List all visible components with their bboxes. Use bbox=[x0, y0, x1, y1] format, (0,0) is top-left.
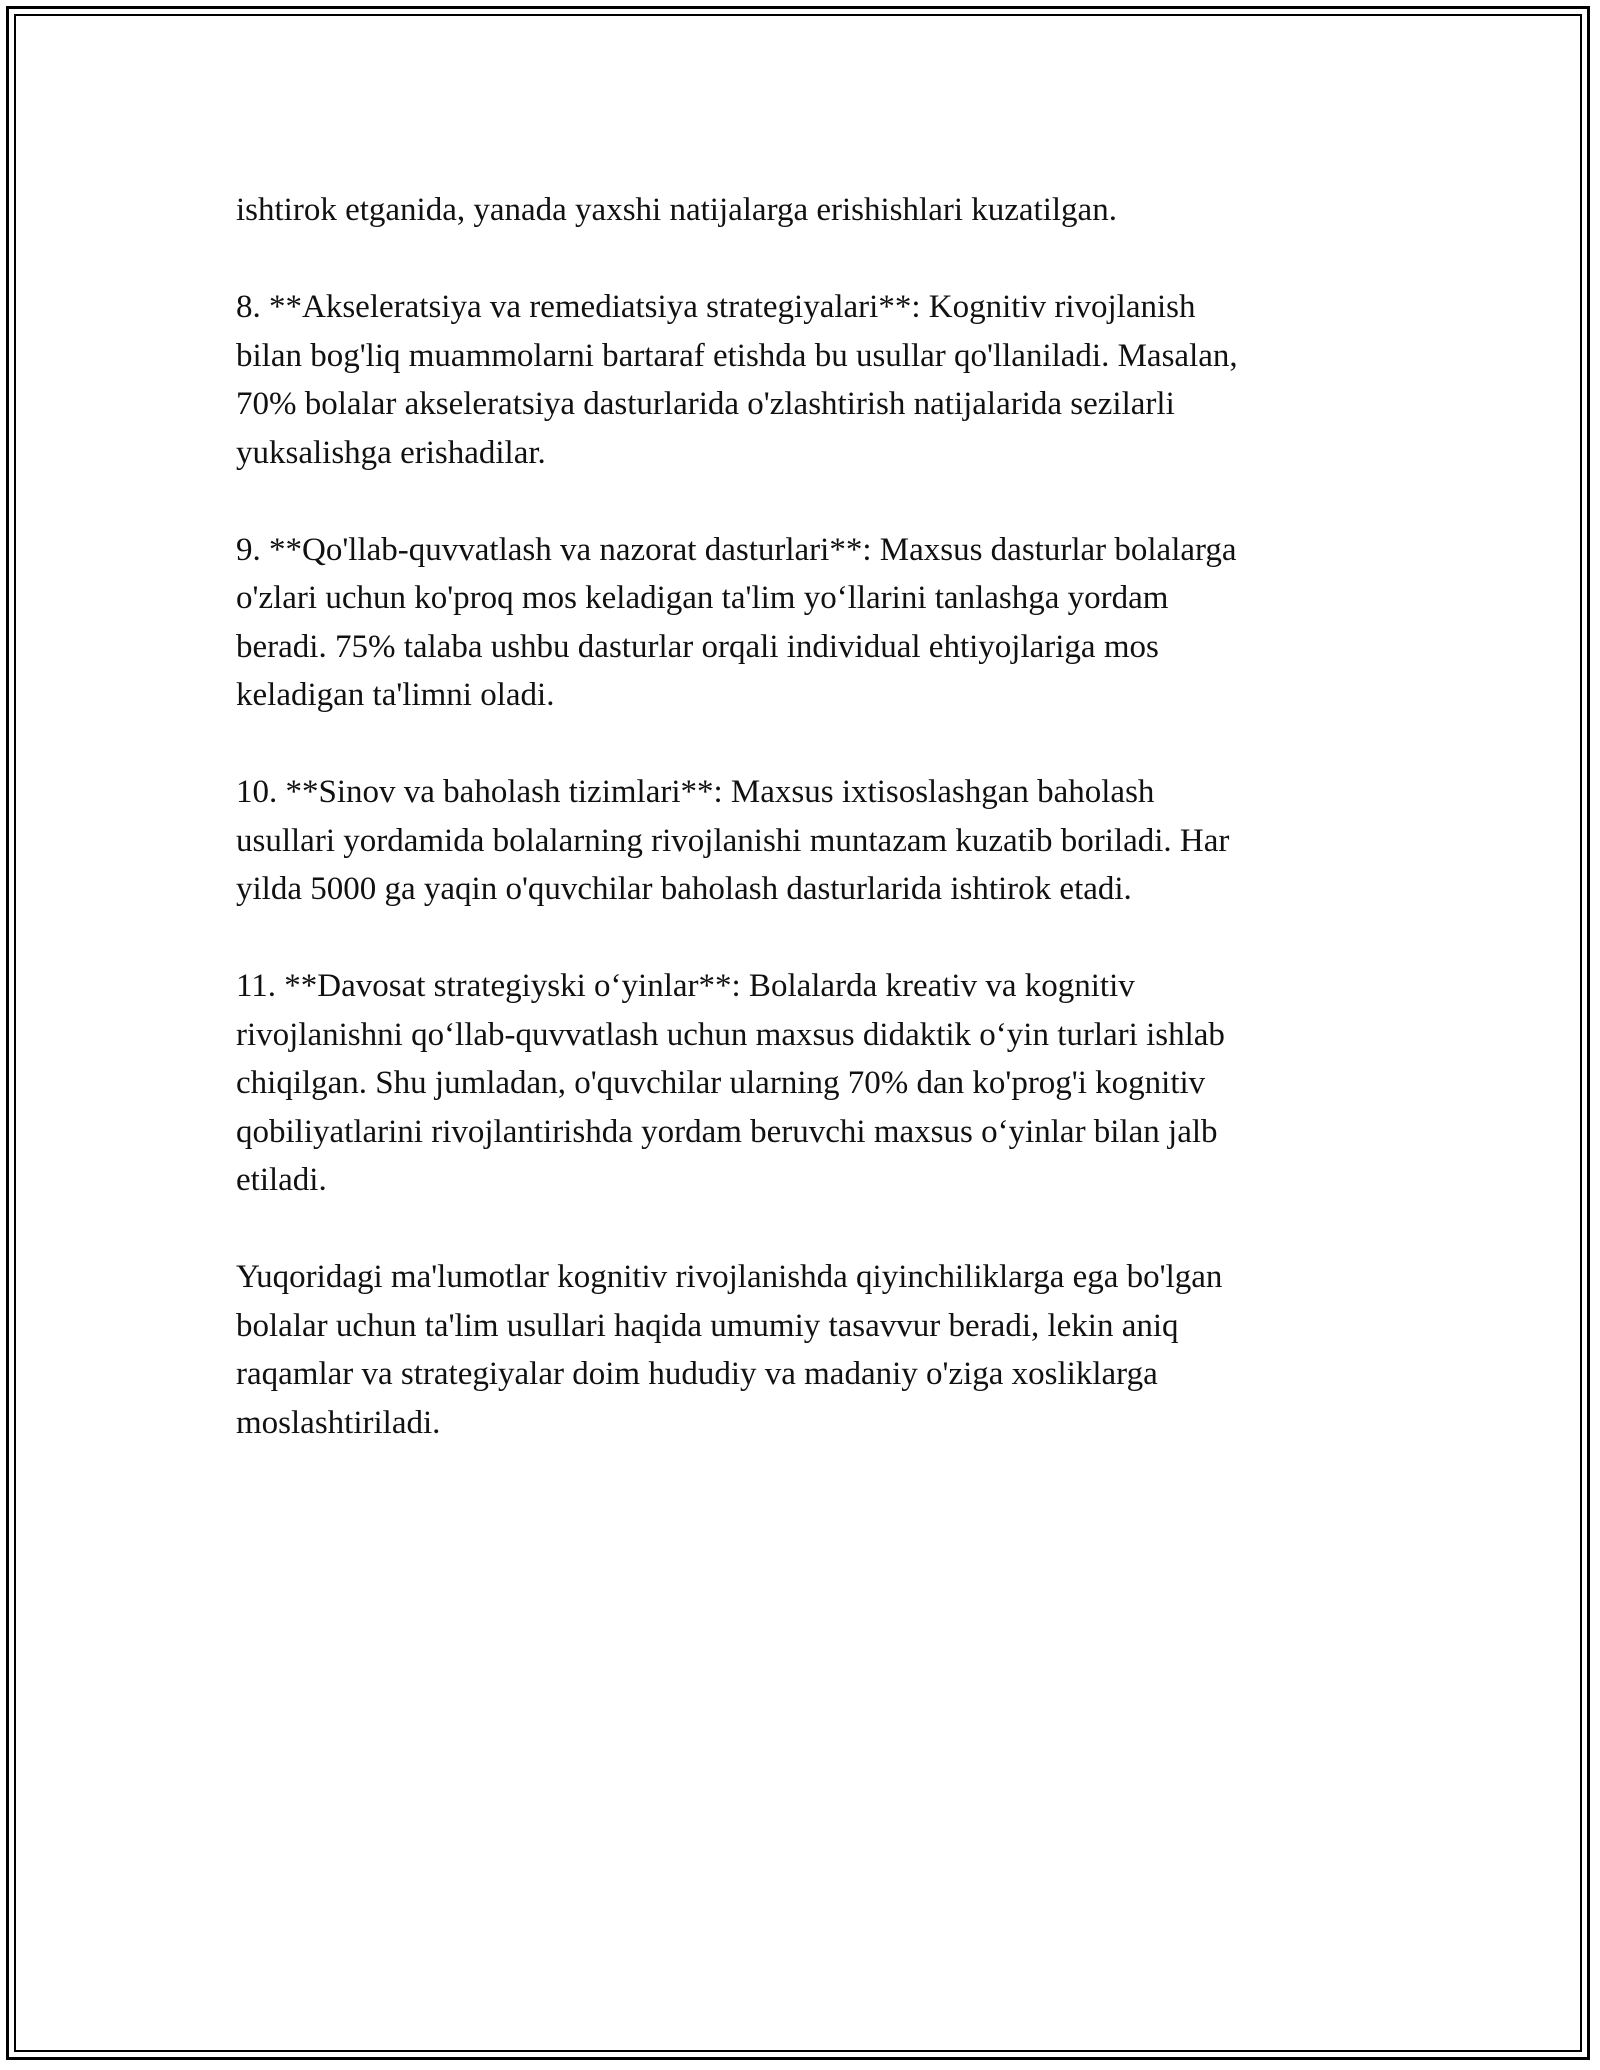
text-line: etiladi. bbox=[236, 1162, 327, 1198]
text-line: usullari yordamida bolalarning rivojlanishi muntazam kuzatib boriladi. Har bbox=[236, 822, 1230, 859]
text-line: 8. **Akseleratsiya va remediatsiya strategiyalari**: Kognitiv rivojlanish bbox=[236, 289, 1196, 325]
text-line: bilan bog'liq muammolarni bartaraf etishda bu usullar qo'llaniladi. Masalan, bbox=[236, 337, 1238, 374]
text-line: 70% bolalar akseleratsiya dasturlarida o'zlashtirish natijalarida sezilarli bbox=[236, 386, 1175, 422]
text-line: ishtirok etganida, yanada yaxshi natijalarga erishishlari kuzatilgan. bbox=[236, 192, 1117, 228]
document-body bbox=[236, 186, 1366, 1496]
text-line: yuksalishga erishadilar. bbox=[236, 434, 546, 471]
text-line: yilda 5000 ga yaqin o'quvchilar baholash dasturlarida ishtirok etadi. bbox=[236, 871, 1132, 907]
text-line: beradi. 75% talaba ushbu dasturlar orqali individual ehtiyojlariga mos bbox=[236, 628, 1159, 665]
text-line: Yuqoridagi ma'lumotlar kognitiv rivojlanishda qiyinchiliklarga ega bo'lgan bbox=[236, 1259, 1223, 1295]
paragraph-conclusion bbox=[236, 1253, 1366, 1447]
text-line: 10. **Sinov va baholash tizimlari**: Maxsus ixtisoslashgan baholash bbox=[236, 774, 1155, 810]
paragraph-item-10 bbox=[236, 768, 1366, 914]
text-line: keladigan ta'limni oladi. bbox=[236, 677, 555, 713]
text-line: rivojlanishni qo‘llab-quvvatlash uchun maxsus didaktik o‘yin turlari ishlab bbox=[236, 1016, 1225, 1053]
text-line: 11. **Davosat strategiyski o‘yinlar**: Bolalarda kreativ va kognitiv bbox=[236, 968, 1135, 1004]
text-line: bolalar uchun ta'lim usullari haqida umumiy tasavvur beradi, lekin aniq bbox=[236, 1307, 1179, 1344]
text-line: chiqilgan. Shu jumladan, o'quvchilar ularning 70% dan ko'prog'i kognitiv bbox=[236, 1065, 1206, 1101]
text-line: 9. **Qo'llab-quvvatlash va nazorat dasturlari**: Maxsus dasturlar bolalarga bbox=[236, 531, 1237, 568]
paragraph-continuation bbox=[236, 186, 1366, 235]
text-line: o'zlari uchun ko'proq mos keladigan ta'lim yo‘llarini tanlashga yordam bbox=[236, 580, 1169, 616]
paragraph-item-8 bbox=[236, 283, 1366, 477]
text-line: raqamlar va strategiyalar doim hududiy va madaniy o'ziga xosliklarga bbox=[236, 1356, 1158, 1392]
paragraph-item-11 bbox=[236, 962, 1366, 1205]
text-line: qobiliyatlarini rivojlantirishda yordam beruvchi maxsus o‘yinlar bilan jalb bbox=[236, 1113, 1218, 1150]
text-line: moslashtiriladi. bbox=[236, 1404, 441, 1441]
paragraph-item-9 bbox=[236, 526, 1366, 720]
